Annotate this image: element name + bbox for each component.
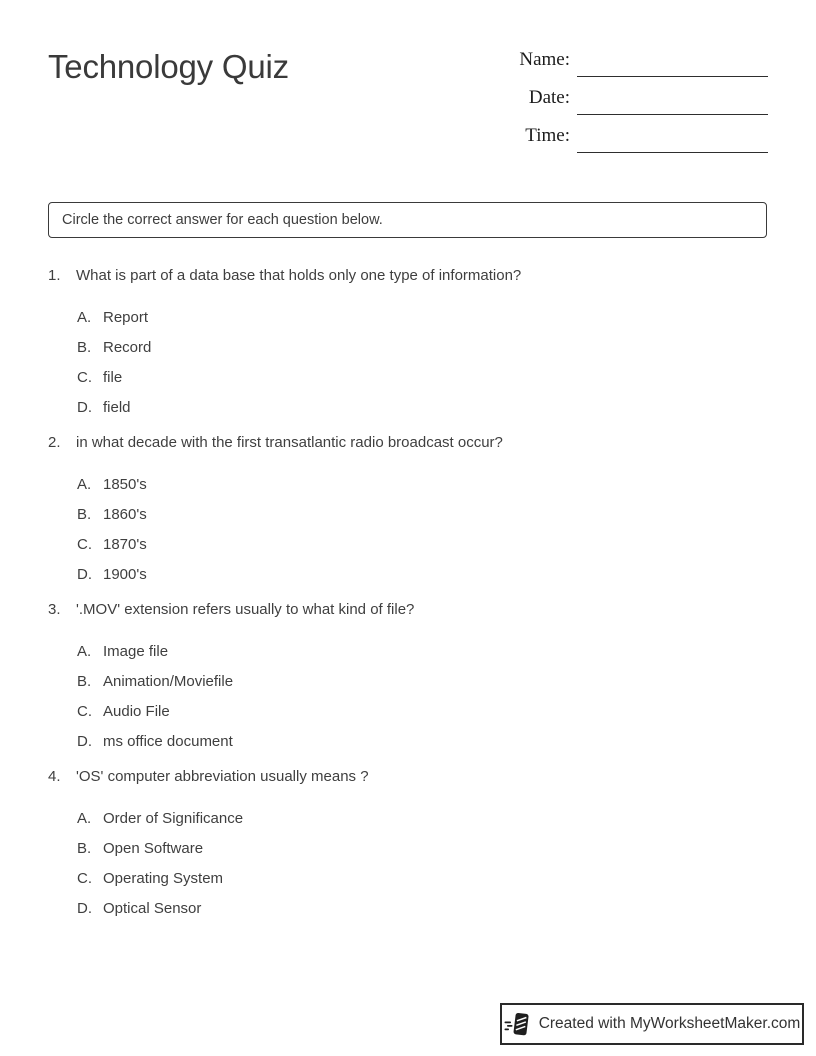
question-item-2: [48, 433, 748, 585]
header-fill-in-fields: [508, 39, 768, 153]
question-number: 3.: [48, 601, 61, 618]
option-letter: D.: [77, 733, 92, 750]
date-blank-line[interactable]: [577, 85, 768, 115]
option-row: [77, 809, 748, 829]
option-row: [77, 672, 748, 692]
question-text: in what decade with the first transatlantic radio broadcast occur?: [76, 434, 503, 451]
time-label: Time:: [525, 125, 570, 146]
question-item-4: [48, 767, 748, 919]
question-item-3: [48, 600, 748, 752]
option-row: [77, 308, 748, 328]
option-label: 1850's: [103, 476, 147, 493]
name-field-row: [508, 39, 768, 77]
footer-credit-box: [500, 1003, 804, 1045]
option-label: 1870's: [103, 536, 147, 553]
footer-credit-link[interactable]: Created with MyWorksheetMaker.com: [538, 1015, 801, 1032]
option-label: Operating System: [103, 870, 224, 887]
option-label: 1860's: [103, 506, 147, 523]
question-number: 1.: [48, 267, 61, 284]
name-label: Name:: [519, 49, 570, 70]
instruction-box: [48, 202, 767, 238]
instruction-text: Circle the correct answer for each question below.: [62, 212, 383, 228]
time-field-row: [508, 115, 768, 153]
option-letter: C.: [77, 536, 92, 553]
option-letter: D.: [77, 566, 92, 583]
option-letter: B.: [77, 339, 92, 356]
date-field-row: [508, 77, 768, 115]
option-row: [77, 702, 748, 722]
option-row: [77, 732, 748, 752]
option-label: Order of Significance: [103, 810, 244, 827]
question-line: [48, 433, 748, 475]
question-line: [48, 767, 748, 809]
option-row: [77, 642, 748, 662]
name-blank-line[interactable]: [577, 47, 768, 77]
option-letter: C.: [77, 870, 92, 887]
option-row: [77, 565, 748, 585]
option-label: Optical Sensor: [103, 900, 202, 917]
question-line: [48, 266, 748, 308]
option-label: Record: [103, 339, 152, 356]
option-label: Audio File: [103, 703, 170, 720]
option-row: [77, 505, 748, 525]
option-letter: B.: [77, 840, 92, 857]
option-row: [77, 338, 748, 358]
option-letter: A.: [77, 476, 92, 493]
question-text: What is part of a data base that holds only one type of information?: [76, 267, 522, 284]
option-letter: A.: [77, 643, 92, 660]
question-item-1: [48, 266, 748, 418]
option-row: [77, 398, 748, 418]
time-blank-line[interactable]: [577, 123, 768, 153]
page-title: Technology Quiz: [48, 48, 289, 85]
worksheet-flying-document-icon: [504, 1011, 531, 1038]
option-label: Animation/Moviefile: [103, 673, 234, 690]
option-row: [77, 839, 748, 859]
option-row: [77, 899, 748, 919]
question-list: [48, 266, 748, 934]
option-letter: C.: [77, 703, 92, 720]
option-letter: A.: [77, 810, 92, 827]
option-letter: B.: [77, 506, 92, 523]
option-letter: C.: [77, 369, 92, 386]
option-label: Open Software: [103, 840, 204, 857]
question-number: 2.: [48, 434, 61, 451]
option-label: field: [103, 399, 131, 416]
option-letter: B.: [77, 673, 92, 690]
question-text: 'OS' computer abbreviation usually means ?: [76, 768, 369, 785]
date-label: Date:: [528, 87, 570, 108]
option-letter: D.: [77, 900, 92, 917]
option-row: [77, 535, 748, 555]
option-row: [77, 869, 748, 889]
option-label: Report: [103, 309, 149, 326]
question-text: '.MOV' extension refers usually to what kind of file?: [76, 601, 415, 618]
question-number: 4.: [48, 768, 61, 785]
option-letter: A.: [77, 309, 92, 326]
option-row: [77, 368, 748, 388]
option-letter: D.: [77, 399, 92, 416]
option-label: Image file: [103, 643, 169, 660]
option-label: ms office document: [103, 733, 233, 750]
question-line: [48, 600, 748, 642]
option-row: [77, 475, 748, 495]
option-label: file: [103, 369, 123, 386]
option-label: 1900's: [103, 566, 147, 583]
